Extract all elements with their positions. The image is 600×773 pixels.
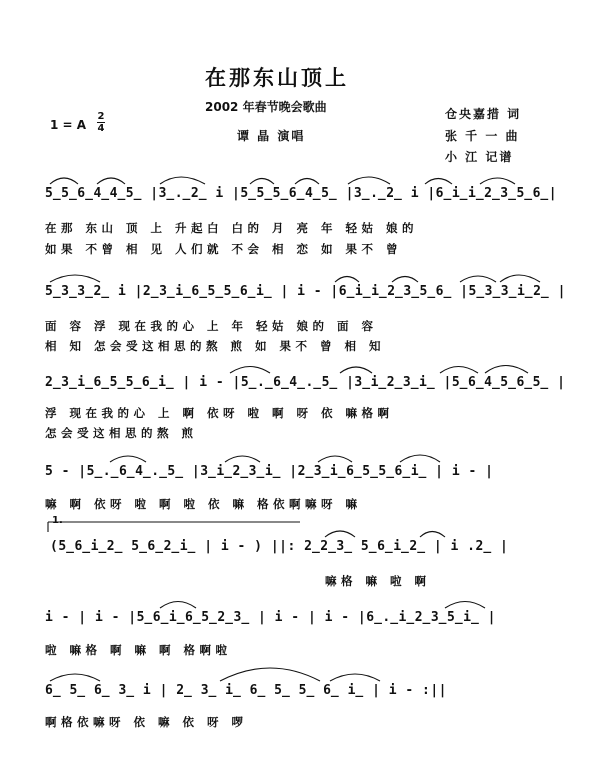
- page-title: 在那东山顶上: [205, 66, 349, 90]
- slur: [392, 277, 418, 283]
- key-signature: 1 = A: [50, 118, 87, 132]
- slur: [335, 277, 359, 283]
- slur: [445, 602, 485, 609]
- lyrics-line-3a: 浮 现在我的心 上 啊 依呀 啦 啊 呀 依 嘛格啊: [45, 406, 394, 420]
- notation-line-5: (5̲6̲i̲2̲ 5̲6̲2̲i̲ | i - ) ||: 2̲2̲3̲ 5̲6̲i̲2̲ | i .2̲ |: [50, 539, 509, 554]
- slur: [485, 366, 528, 374]
- lyrics-line-3b: 怎会受这相思的熬 煎: [45, 426, 198, 440]
- slur: [250, 179, 274, 185]
- slur: [50, 275, 100, 282]
- composer-credit: 张 千 一 曲: [445, 129, 520, 143]
- slur: [420, 532, 445, 538]
- slur: [340, 367, 372, 373]
- lyrics-line-7a: 啊格依嘛呀 依 嘛 依 呀 啰: [45, 715, 248, 729]
- notation-line-2: 5̲3̲3̲2̲ i |2̲3̲i̲6̲5̲5̲6̲i̲ | i - |6̲i̲i̲2̲3̲5̲6̲ |5̲3̲3̲i̲2̲ |: [45, 284, 566, 299]
- slur: [325, 531, 355, 537]
- slur: [160, 602, 196, 609]
- lyrics-line-2b: 相 知 怎会受这相思的熬 煎 如 果不 曾 相 知: [45, 339, 386, 353]
- slur: [425, 179, 452, 185]
- slur: [330, 674, 380, 681]
- slur: [50, 178, 78, 184]
- time-signature-top: 2: [97, 111, 105, 122]
- slur: [400, 455, 440, 462]
- subtitle: 2002 年春节晚会歌曲: [205, 100, 327, 114]
- slur: [220, 668, 320, 681]
- notation-line-1: 5̲5̲6̲4̲4̲5̲ |3̲.̲2̲ i |5̲5̲5̲6̲4̲5̲ |3̲.̲2̲ i |6̲i̲i̲2̲3̲5̲6̲|: [45, 186, 558, 201]
- slur: [460, 276, 496, 282]
- slur: [230, 367, 270, 374]
- slur: [440, 367, 478, 374]
- lyrics-line-5a: 嘛格 嘛 啦 啊: [325, 574, 431, 588]
- slur: [500, 275, 540, 282]
- slur: [160, 177, 205, 184]
- lyrics-line-2a: 面 容 浮 现在我的心 上 年 轻姑 娘的 面 容: [45, 319, 378, 333]
- time-signature-bottom: 4: [97, 123, 105, 134]
- slur: [318, 456, 352, 462]
- slur: [110, 456, 146, 462]
- notation-line-7: 6̲ 5̲ 6̲ 3̲ i | 2̲ 3̲ i̲ 6̲ 5̲ 5̲ 6̲ i̲ | i - :||: [45, 683, 448, 698]
- slur: [97, 178, 125, 184]
- slur: [295, 179, 319, 185]
- singer-credit: 谭 晶 演唱: [237, 129, 306, 143]
- lyrics-line-4a: 嘛 啊 依呀 啦 啊 啦 依 嘛 格依啊嘛呀 嘛: [45, 497, 362, 511]
- lyrics-line-1b: 如果 不曾 相 见 人们就 不会 相 恋 如 果不 曾: [45, 242, 403, 256]
- slur: [480, 178, 515, 184]
- slur: [225, 456, 260, 462]
- lyrics-line-1a: 在那 东山 顶 上 升起白 白的 月 亮 年 轻姑 娘的: [45, 221, 419, 235]
- slur: [348, 177, 390, 184]
- notation-line-6: i - | i - |5̲6̲i̲6̲5̲2̲3̲ | i - | i - |6̲.̲i̲2̲3̲5̲i̲ |: [45, 610, 496, 625]
- slur: [50, 674, 100, 681]
- notation-line-4: 5 - |5̲.̲6̲4̲.̲5̲ |3̲i̲2̲3̲i̲ |2̲3̲i̲6̲5̲5̲6̲i̲ | i - |: [45, 464, 494, 479]
- notation-line-3: 2̲3̲i̲6̲5̲5̲6̲i̲ | i - |5̲.̲6̲4̲.̲5̲ |3̲i̲2̲3̲i̲ |5̲6̲4̲5̲6̲5̲ |: [45, 375, 566, 390]
- transcriber-credit: 小 江 记谱: [445, 150, 514, 164]
- volta-label: 1.: [52, 515, 63, 526]
- lyricist-credit: 仓央嘉措 词: [445, 107, 522, 121]
- lyrics-line-6a: 啦 嘛格 啊 嘛 啊 格啊啦: [45, 643, 232, 657]
